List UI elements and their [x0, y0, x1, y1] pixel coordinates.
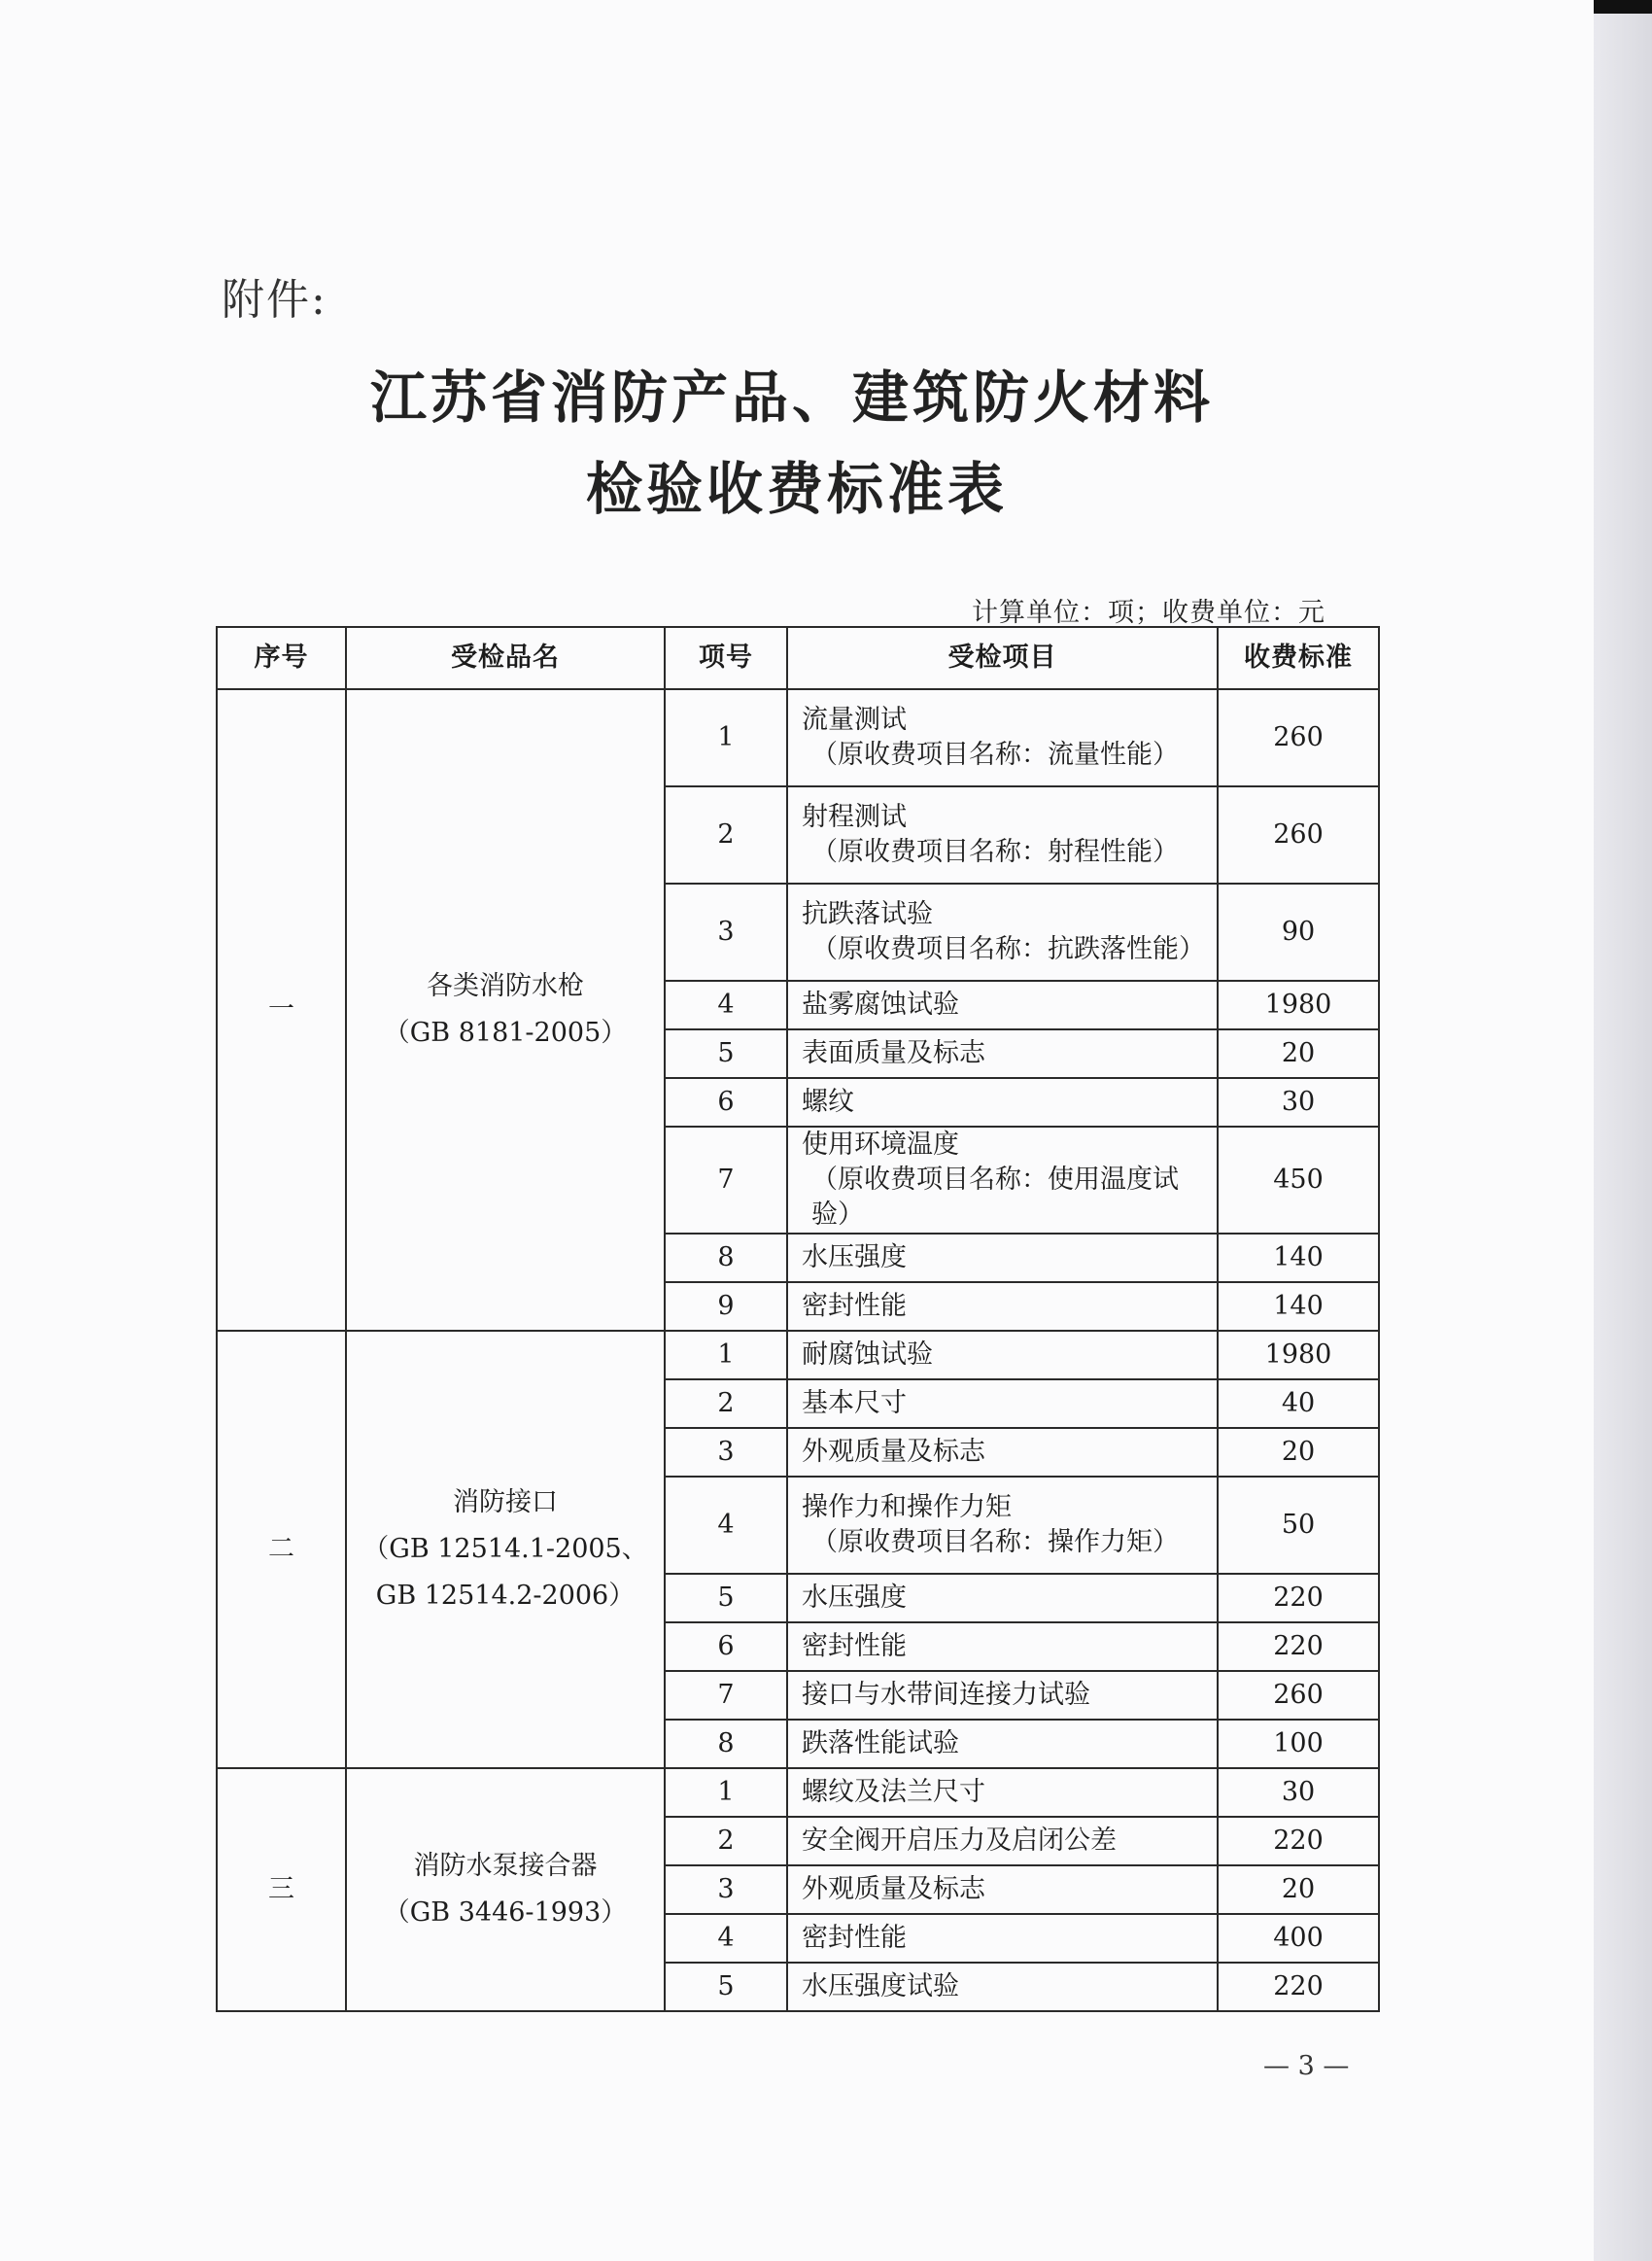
item-number-cell: 2	[665, 1817, 787, 1865]
fee-cell: 20	[1218, 1428, 1379, 1477]
item-number-cell: 9	[665, 1282, 787, 1331]
document-title-line1: 江苏省消防产品、建筑防火材料	[369, 365, 1214, 431]
test-item-name: 基本尺寸	[802, 1388, 907, 1418]
test-item-name: 外观质量及标志	[802, 1874, 985, 1904]
fee-cell: 40	[1218, 1379, 1379, 1428]
test-item-name: 表面质量及标志	[802, 1038, 985, 1068]
product-name-line: （GB 12514.1-2005、	[362, 1534, 648, 1564]
fee-cell: 260	[1218, 689, 1379, 786]
test-item-cell	[787, 884, 1218, 981]
test-item-cell	[787, 1282, 1218, 1331]
test-item-cell	[787, 1720, 1218, 1768]
document-title-line2: 检验收费标准表	[585, 456, 1008, 522]
fee-cell: 450	[1218, 1127, 1379, 1234]
product-name-line: 消防接口	[453, 1487, 558, 1517]
fee-cell: 30	[1218, 1768, 1379, 1817]
test-item-cell	[787, 1477, 1218, 1574]
test-item-cell	[787, 1379, 1218, 1428]
test-item-name: 使用环境温度	[802, 1130, 959, 1160]
group-seq: 二	[268, 1534, 294, 1564]
test-item-cell	[787, 1331, 1218, 1379]
test-item-name: 盐雾腐蚀试验	[802, 990, 959, 1020]
header-product-name: 受检品名	[346, 627, 665, 689]
item-number-cell: 1	[665, 1768, 787, 1817]
test-item-name: 射程测试	[802, 802, 907, 832]
item-number-cell: 6	[665, 1078, 787, 1127]
product-name-line: GB 12514.2-2006）	[375, 1581, 636, 1611]
item-number-cell: 6	[665, 1622, 787, 1671]
group-seq-cell	[217, 1331, 346, 1768]
product-name-line: 各类消防水枪	[427, 971, 584, 1001]
page-number: — 3 —	[1263, 2051, 1350, 2081]
test-item-name: 耐腐蚀试验	[802, 1339, 933, 1370]
fee-cell: 100	[1218, 1720, 1379, 1768]
header-item-number: 项号	[665, 627, 787, 689]
test-item-cell	[787, 1914, 1218, 1963]
test-item-cell	[787, 1029, 1218, 1078]
group-product-name-cell	[346, 1331, 665, 1768]
fee-cell: 220	[1218, 1574, 1379, 1622]
fee-cell: 220	[1218, 1817, 1379, 1865]
product-name-line: （GB 8181-2005）	[383, 1018, 628, 1048]
product-name-line: （GB 3446-1993）	[383, 1897, 628, 1928]
unit-note: 计算单位：项；收费单位：元	[972, 598, 1325, 628]
item-number-cell: 8	[665, 1234, 787, 1282]
header-fee-standard: 收费标准	[1218, 627, 1379, 689]
test-item-name: 水压强度	[802, 1583, 907, 1613]
item-number-cell: 7	[665, 1671, 787, 1720]
table-row	[217, 1768, 1379, 1817]
table-header-row	[217, 627, 1379, 689]
item-number-cell: 7	[665, 1127, 787, 1234]
fee-cell: 20	[1218, 1029, 1379, 1078]
test-item-cell	[787, 1817, 1218, 1865]
test-item-name: 螺纹及法兰尺寸	[802, 1777, 985, 1807]
header-seq: 序号	[217, 627, 346, 689]
page-edge-shadow	[1594, 0, 1652, 2261]
item-number-cell: 2	[665, 1379, 787, 1428]
test-item-name: 水压强度	[802, 1242, 907, 1272]
test-item-cell	[787, 1574, 1218, 1622]
test-item-cell	[787, 1622, 1218, 1671]
test-item-original-name-note: （原收费项目名称：操作力矩）	[811, 1527, 1179, 1557]
fee-cell: 50	[1218, 1477, 1379, 1574]
test-item-cell	[787, 689, 1218, 786]
item-number-cell: 4	[665, 981, 787, 1029]
test-item-name: 抗跌落试验	[802, 899, 933, 929]
item-number-cell: 5	[665, 1963, 787, 2011]
group-seq-cell	[217, 689, 346, 1331]
test-item-cell	[787, 786, 1218, 884]
test-item-original-name-note: （原收费项目名称：射程性能）	[811, 837, 1179, 867]
test-item-original-name-note: （原收费项目名称：使用温度试验）	[811, 1165, 1179, 1230]
test-item-cell	[787, 1671, 1218, 1720]
test-item-name: 水压强度试验	[802, 1971, 959, 2001]
fee-cell: 90	[1218, 884, 1379, 981]
product-name-line: 消防水泵接合器	[413, 1851, 598, 1881]
group-seq-cell	[217, 1768, 346, 2011]
test-item-name: 流量测试	[802, 705, 907, 735]
test-item-cell	[787, 981, 1218, 1029]
item-number-cell: 3	[665, 1865, 787, 1914]
test-item-original-name-note: （原收费项目名称：流量性能）	[811, 740, 1179, 770]
table-row	[217, 689, 1379, 786]
item-number-cell: 2	[665, 786, 787, 884]
test-item-cell	[787, 1768, 1218, 1817]
fee-cell: 260	[1218, 786, 1379, 884]
item-number-cell: 3	[665, 1428, 787, 1477]
test-item-cell	[787, 1234, 1218, 1282]
item-number-cell: 3	[665, 884, 787, 981]
item-number-cell: 4	[665, 1477, 787, 1574]
test-item-cell	[787, 1865, 1218, 1914]
fee-cell: 20	[1218, 1865, 1379, 1914]
fee-cell: 400	[1218, 1914, 1379, 1963]
group-product-name-cell	[346, 689, 665, 1331]
group-seq: 三	[268, 1874, 294, 1904]
item-number-cell: 1	[665, 1331, 787, 1379]
fee-cell: 140	[1218, 1234, 1379, 1282]
test-item-name: 跌落性能试验	[802, 1728, 959, 1758]
test-item-name: 安全阀开启压力及启闭公差	[802, 1826, 1117, 1856]
test-item-name: 操作力和操作力矩	[802, 1492, 1012, 1522]
test-item-name: 密封性能	[802, 1291, 907, 1321]
test-item-cell	[787, 1127, 1218, 1234]
test-item-name: 密封性能	[802, 1631, 907, 1661]
item-number-cell: 8	[665, 1720, 787, 1768]
header-test-item: 受检项目	[787, 627, 1218, 689]
fee-cell: 140	[1218, 1282, 1379, 1331]
group-product-name-cell	[346, 1768, 665, 2011]
test-item-cell	[787, 1963, 1218, 2011]
fee-cell: 1980	[1218, 981, 1379, 1029]
fee-cell: 220	[1218, 1963, 1379, 2011]
group-seq: 一	[268, 994, 294, 1025]
test-item-original-name-note: （原收费项目名称：抗跌落性能）	[811, 934, 1205, 964]
item-number-cell: 1	[665, 689, 787, 786]
item-number-cell: 5	[665, 1574, 787, 1622]
test-item-cell	[787, 1078, 1218, 1127]
test-item-name: 螺纹	[802, 1087, 854, 1117]
test-item-name: 密封性能	[802, 1923, 907, 1953]
attachment-label: 附件:	[222, 275, 327, 325]
fee-cell: 30	[1218, 1078, 1379, 1127]
fee-table	[216, 626, 1380, 2012]
scan-edge-mark	[1594, 0, 1652, 14]
fee-table-body	[217, 689, 1379, 2011]
test-item-name: 接口与水带间连接力试验	[802, 1680, 1090, 1710]
item-number-cell: 4	[665, 1914, 787, 1963]
fee-cell: 220	[1218, 1622, 1379, 1671]
fee-cell: 260	[1218, 1671, 1379, 1720]
fee-cell: 1980	[1218, 1331, 1379, 1379]
item-number-cell: 5	[665, 1029, 787, 1078]
table-row	[217, 1331, 1379, 1379]
test-item-name: 外观质量及标志	[802, 1437, 985, 1467]
test-item-cell	[787, 1428, 1218, 1477]
